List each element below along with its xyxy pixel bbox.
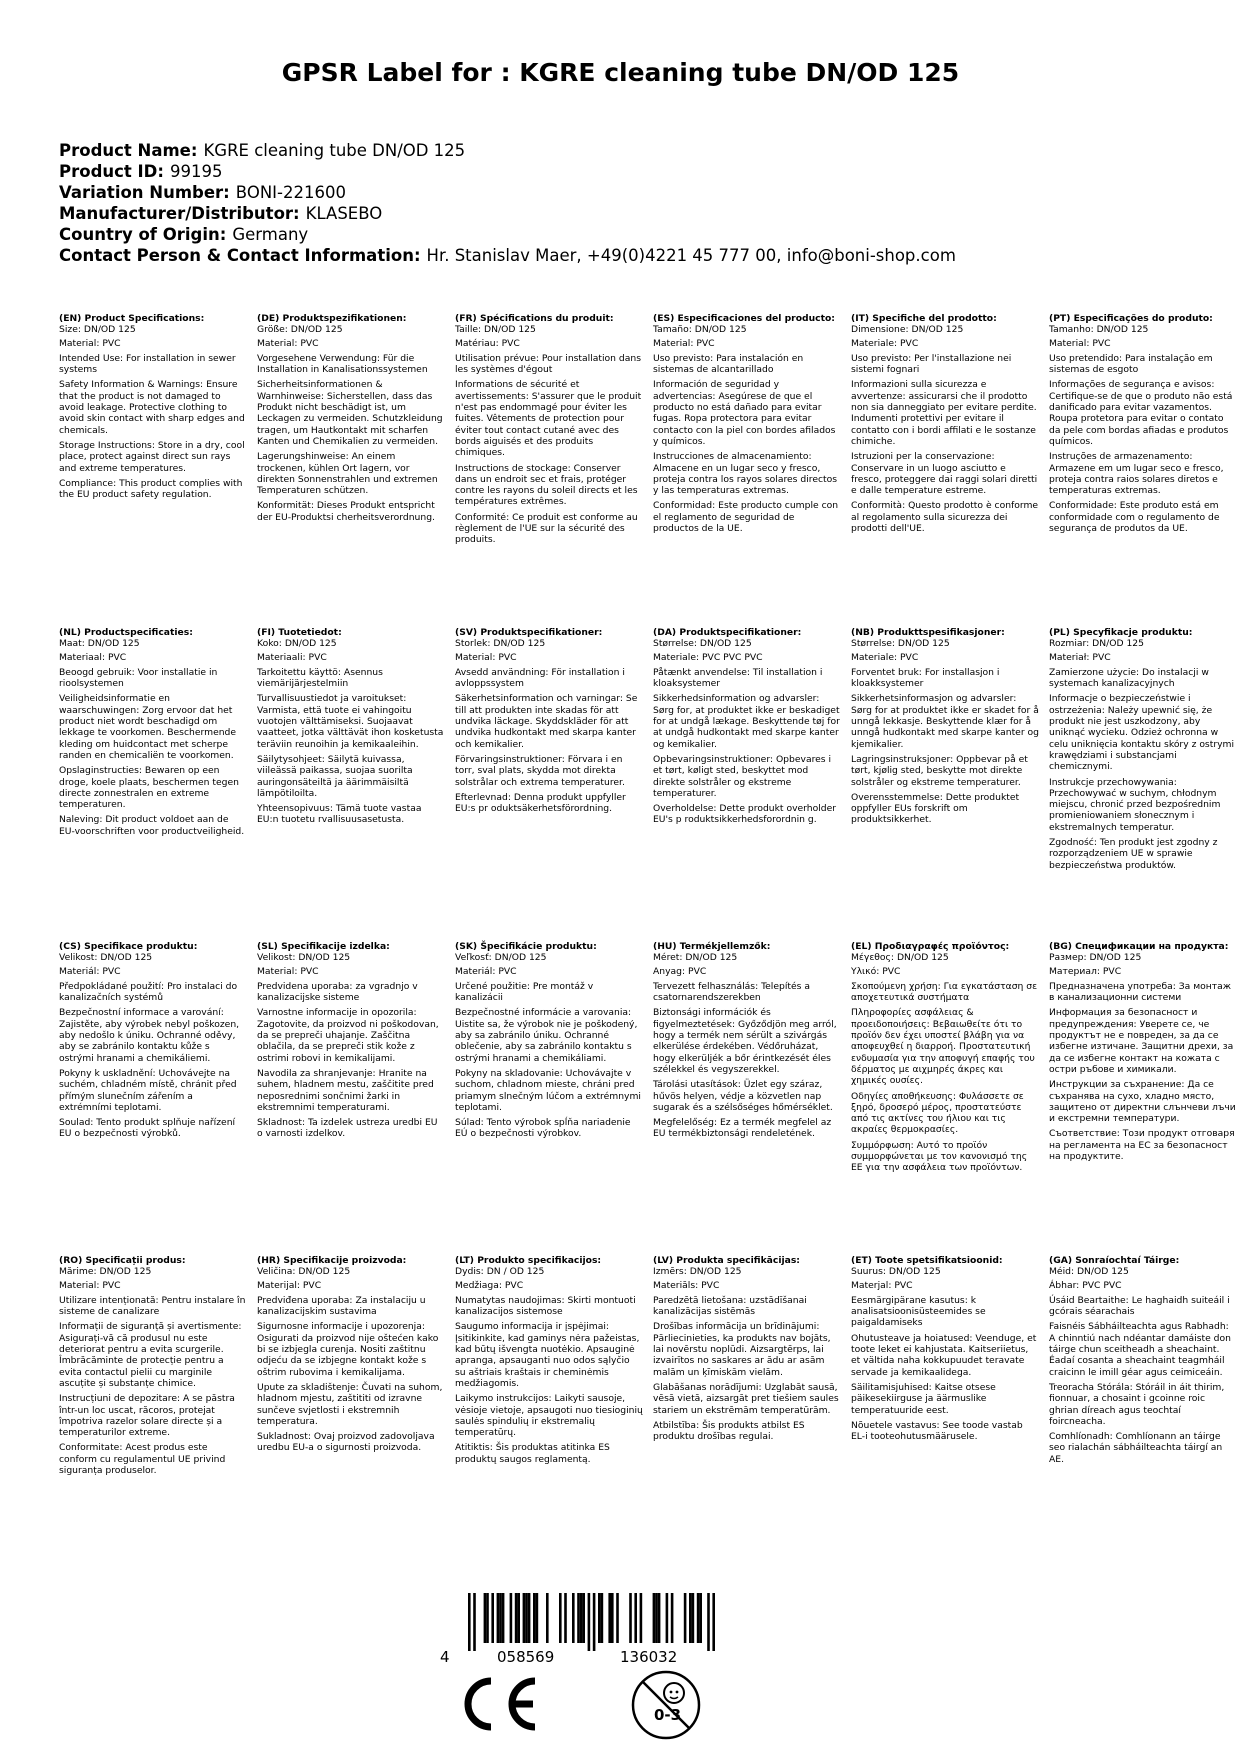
barcode-bar	[473, 1593, 476, 1651]
barcode-bar	[588, 1593, 591, 1651]
spec-line: Påtænkt anvendelse: Til installation i kloaksystemer	[653, 666, 823, 690]
barcode-bar	[684, 1593, 687, 1643]
info-contact	[59, 245, 956, 266]
spec-line: Size: DN/OD 125	[59, 324, 136, 336]
spec-heading: (SV) Produktspecifikationer:	[455, 627, 603, 638]
barcode-bar	[699, 1593, 702, 1643]
spec-line: Atbilstība: Šis produkts atbilst ES produktu drošības regulai.	[653, 1419, 805, 1443]
spec-line: Lagerungshinweise: An einem trockenen, kühlen Ort lagern, vor direkten Sonnenstrahlen und extremen Temperaturen schützen.	[257, 451, 438, 497]
spec-heading: (LT) Produkto specifikacijos:	[455, 1255, 602, 1266]
spec-heading: (ET) Toote spetsifikatsioonid:	[851, 1255, 1003, 1266]
info-country-of-origin	[59, 224, 956, 245]
spec-line: Säilitamisjuhised: Kaitse otsese päikesekiirguse ja äärmuslike temperatuuride eest.	[851, 1381, 996, 1416]
info-label: Country of Origin:	[59, 225, 227, 244]
spec-line: Úsáid Beartaithe: Le haghaidh suiteáil i gcórais séarachais	[1049, 1294, 1230, 1318]
spec-line: Ábhar: PVC PVC	[1049, 1279, 1122, 1291]
spec-line: Materiale: PVC	[851, 337, 919, 349]
barcode-bars	[440, 1593, 760, 1651]
spec-heading: (HU) Termékjellemzők:	[653, 941, 771, 952]
spec-heading: (NL) Productspecificaties:	[59, 627, 193, 638]
barcode-bar	[658, 1593, 661, 1643]
spec-line: Предназначена употреба: За монтаж в канализационни системи	[1049, 980, 1232, 1004]
spec-line: Předpokládané použití: Pro instalaci do kanalizačních systémů	[59, 980, 238, 1004]
barcode-bar	[497, 1593, 500, 1643]
spec-line: Tarkoitettu käyttö: Asennus viemärijärjestelmiin	[257, 666, 383, 690]
spec-line: Soulad: Tento produkt splňuje nařízení EU o bezpečnosti výrobků.	[59, 1117, 236, 1140]
spec-block	[1049, 1255, 1241, 1480]
spec-block	[1049, 627, 1241, 875]
spec-heading: (ES) Especificaciones del producto:	[653, 313, 835, 324]
spec-line: Drošības informācija un brīdinājumi: Pārliecinieties, ka produkts nav bojāts, lai novērstu noplūdi. Aizsargtērps, lai izvairītos no saskares ar ādu ar asām malām un ķīmiskām vielām.	[653, 1321, 831, 1378]
spec-line: Material: PVC	[455, 651, 517, 663]
spec-line: Conformidad: Este producto cumple con el reglamento de seguridad de productos de la UE.	[653, 500, 839, 535]
barcode-bar	[525, 1593, 528, 1643]
spec-line: Materiāls: PVC	[653, 1279, 720, 1291]
spec-block	[257, 627, 455, 875]
spec-line: Säkerhetsinformation och varningar: Se till att produkten inte skadas för att undvika läckage. Skyddskläder för att undvika hudkontakt med skarpa kanter och kemikalier.	[455, 693, 638, 750]
spec-line: Conformidade: Este produto está em conformidade com o regulamento de segurança de produtos da UE.	[1049, 500, 1220, 535]
barcode-bar	[629, 1593, 632, 1643]
spec-line: Sicherheitsinformationen & Warnhinweise: Sicherstellen, dass das Produkt nicht beschädigt ist, um Leckagen zu vermeiden. Schutzkleidung tragen, um Hautkontakt mit scharfen Kanten und Chemikalien zu vermeiden.	[257, 379, 443, 447]
spec-line: Material: PVC	[1049, 337, 1111, 349]
spec-line: Materiaali: PVC	[257, 651, 327, 663]
spec-heading: (BG) Спецификации на продукта:	[1049, 941, 1229, 952]
spec-heading: (IT) Specifiche del prodotto:	[851, 313, 997, 324]
spec-line: Izmērs: DN/OD 125	[653, 1266, 742, 1278]
age-label: 0-3	[654, 1706, 682, 1724]
spec-line: Pokyny k uskladnění: Uchovávejte na suchém, chladném místě, chránit před přímým slunečním zářením a extrémními teplotami.	[59, 1067, 237, 1113]
barcode-bar	[593, 1593, 596, 1651]
spec-row-3	[59, 941, 1239, 1178]
spec-line: Förvaringsinstruktioner: Förvara i en torr, sval plats, skydda mot direkta solstrålar och extrema temperaturer.	[455, 753, 625, 788]
spec-line: Materijal: PVC	[257, 1279, 322, 1291]
barcode-bar	[671, 1593, 674, 1643]
spec-line: Uso pretendido: Para instalação em sistemas de esgoto	[1049, 352, 1213, 376]
barcode-bar	[559, 1593, 562, 1643]
spec-line: Conformità: Questo prodotto è conforme al regolamento sulla sicurezza dei prodotti dell'UE.	[851, 500, 1039, 535]
spec-line: Suurus: DN/OD 125	[851, 1266, 941, 1278]
barcode-bar	[486, 1593, 489, 1643]
barcode-bar	[484, 1593, 487, 1643]
spec-line: Comhlíonadh: Comhlíonann an táirge seo rialachán sábháilteachta táirgí an AE.	[1049, 1431, 1223, 1465]
spec-line: Eesmärgipärane kasutus: k analisatsioonisüsteemides se paigaldamiseks	[851, 1294, 986, 1329]
spec-line: Sikkerhedsinformation og advarsler: Sørg for, at produktet ikke er beskadiget for at undgå lækage. Beskyttende tøj for at undgå hudkontakt med skarpe kanter og kemikalier.	[653, 693, 840, 750]
spec-line: Pokyny na skladovanie: Uchovávajte v suchom, chladnom mieste, chráni pred priamym slnečným lúčom a extrémnymi teplotami.	[455, 1067, 641, 1113]
barcode-bar	[653, 1593, 656, 1643]
barcode-bar	[692, 1593, 695, 1643]
barcode-bar	[582, 1593, 585, 1643]
barcode-bar	[499, 1593, 502, 1643]
spec-heading: (DA) Produktspecifikationer:	[653, 627, 802, 638]
spec-line: Съответствие: Този продукт отговаря на регламента на ЕС за безопасност на продуктите.	[1049, 1128, 1235, 1163]
spec-line: Material: PVC	[653, 337, 715, 349]
spec-line: Instrucciones de almacenamiento: Almacene en un lugar seco y fresco, proteja contra los rayos solares directos y las temperaturas extremas.	[653, 451, 838, 497]
spec-line: Predvidena uporaba: za vgradnjo v kanalizacijske sisteme	[257, 980, 418, 1004]
spec-block	[653, 627, 851, 875]
barcode-bar	[601, 1593, 604, 1643]
info-variation-number	[59, 182, 956, 203]
spec-line: Materiał: PVC	[1049, 651, 1111, 663]
spec-line: Instrukcje przechowywania: Przechowywać w suchym, chłodnym miejscu, chronić przed bezpośrednim promieniowaniem słonecznym i ekstremalnych temperatur.	[1049, 776, 1221, 833]
info-value: KGRE cleaning tube DN/OD 125	[203, 141, 466, 160]
spec-block	[455, 313, 653, 550]
info-label: Manufacturer/Distributor:	[59, 204, 300, 223]
spec-line: Navodila za shranjevanje: Hranite na suhem, hladnem mestu, zaščitite pred neposrednimi sončnimi žarki in ekstremnimi temperaturami.	[257, 1067, 434, 1113]
spec-line: Predviđena uporaba: Za instalaciju u kanalizacijskim sustavima	[257, 1294, 426, 1318]
spec-block	[1049, 941, 1241, 1178]
spec-line: Material: PVC	[59, 337, 121, 349]
spec-line: Sukladnost: Ovaj proizvod zadovoljava uredbu EU-a o sigurnosti proizvoda.	[257, 1431, 435, 1454]
spec-block	[257, 941, 455, 1178]
spec-line: Opbevaringsinstruktioner: Opbevares i et tørt, køligt sted, beskyttet mod direkte solstråler og ekstreme temperaturer.	[653, 753, 832, 799]
spec-line: Material: PVC	[257, 337, 319, 349]
spec-block	[455, 627, 653, 875]
barcode-bar	[640, 1593, 643, 1643]
spec-line: Størrelse: DN/OD 125	[851, 638, 950, 650]
spec-line: Compliance: This product complies with the EU product safety regulation.	[59, 477, 243, 501]
barcode-bar	[616, 1593, 619, 1643]
spec-line: Conformité: Ce produit est conforme au règlement de l'UE sur la sécurité des produits.	[455, 511, 638, 546]
barcode-bar	[468, 1593, 471, 1651]
spec-line: Overholdelse: Dette produkt overholder EU's p roduktsikkerhedsforordnin g.	[653, 803, 837, 826]
spec-line: Megfelelőség: Ez a termék megfelel az EU termékbiztonsági rendeletének.	[653, 1117, 832, 1140]
barcode-bar	[491, 1593, 494, 1643]
spec-line: Tamanho: DN/OD 125	[1049, 324, 1149, 336]
spec-block	[653, 1255, 851, 1480]
spec-line: Laikymo instrukcijos: Laikyti sausoje, vėsioje vietoje, apsaugoti nuo tiesioginių saulės spindulių ir ekstremalių temperatūrų.	[455, 1393, 643, 1439]
spec-block	[59, 313, 257, 550]
spec-line: Konformität: Dieses Produkt entspricht der EU-Produktsi cherheitsverordnung.	[257, 500, 435, 523]
barcode-bar	[707, 1593, 710, 1651]
spec-line: Οδηγίες αποθήκευσης: Φυλάσσετε σε ξηρό, δροσερό μέρος, προστατεύστε από τις ακτίνες του ήλιου και τις ακραίες θερμοκρασίες.	[851, 1090, 1024, 1136]
spec-block	[653, 313, 851, 550]
spec-line: Σκοπούμενη χρήση: Για εγκατάσταση σε αποχετευτικά συστήματα	[851, 980, 1038, 1004]
spec-line: Mărime: DN/OD 125	[59, 1266, 152, 1278]
barcode-bar	[523, 1593, 526, 1643]
spec-line: Istruzioni per la conservazione: Conservare in un luogo asciutto e fresco, proteggere dai raggi solari diretti e dalle temperature estreme.	[851, 451, 1038, 497]
ce-mark-icon	[455, 1675, 539, 1737]
spec-line: Rozmiar: DN/OD 125	[1049, 638, 1144, 650]
spec-line: Materiál: PVC	[455, 965, 517, 977]
spec-line: Informations de sécurité et avertissements: S'assurer que le produit n'est pas endommagé pour éviter les fuites. Vêtements de protection pour éviter tout contact cutané avec des bords aiguisés et des produits chimiques.	[455, 379, 642, 459]
spec-line: Materjal: PVC	[851, 1279, 913, 1291]
spec-row-2	[59, 627, 1239, 875]
spec-line: Tervezett felhasználás: Telepítés a csatornarendszerekben	[653, 980, 810, 1004]
page-title: GPSR Label for : KGRE cleaning tube DN/OD 125	[281, 58, 960, 87]
spec-line: Skladnost: Ta izdelek ustreza uredbi EU o varnosti izdelkov.	[257, 1117, 438, 1140]
spec-line: Größe: DN/OD 125	[257, 324, 343, 336]
spec-heading: (RO) Specificații produs:	[59, 1255, 186, 1266]
spec-line: Biztonsági információk és figyelmeztetések: Győződjön meg arról, hogy a termék nem sérült a szivárgás elkerülése érdekében. Védőruházat, hogy elkerüljék a bőr érintkezését éles szélekkel és vegyszerekkel.	[653, 1007, 837, 1075]
barcode-bar	[655, 1593, 658, 1643]
spec-line: Размер: DN/OD 125	[1049, 952, 1142, 964]
spec-line: Méid: DN/OD 125	[1049, 1266, 1129, 1278]
spec-line: Instruções de armazenamento: Armazene em um lugar seco e fresco, proteja contra raios solares diretos e temperaturas extremas.	[1049, 451, 1224, 497]
spec-line: Anyag: PVC	[653, 965, 707, 977]
spec-line: Avsedd användning: För installation i avloppssystem	[455, 666, 625, 690]
spec-line: Instrucțiuni de depozitare: A se păstra într-un loc uscat, răcoros, protejat împotriva razelor solare directe și a temperaturilor extreme.	[59, 1393, 235, 1439]
info-product-name	[59, 140, 956, 161]
spec-line: Utilizare intenționată: Pentru instalare în sisteme de canalizare	[59, 1294, 246, 1318]
spec-line: Materiaal: PVC	[59, 651, 127, 663]
spec-line: Informacje o bezpieczeństwie i ostrzeżenia: Należy upewnić się, że produkt nie jest uszkodzony, aby uniknąć wycieku. Odzież ochronna w celu uniknięcia kontaktu skóry z ostrymi krawędziami i substancjami chemicznymi.	[1049, 693, 1235, 773]
spec-heading: (EL) Προδιαγραφές προϊόντος:	[851, 941, 1010, 952]
spec-line: Uso previsto: Para instalación en sistemas de alcantarillado	[653, 352, 804, 376]
spec-heading: (CS) Specifikace produktu:	[59, 941, 198, 952]
spec-line: Instructions de stockage: Conserver dans un endroit sec et frais, protéger contre les rayons du soleil directs et les températures extrêmes.	[455, 462, 638, 508]
spec-heading: (FR) Spécifications du produit:	[455, 313, 614, 324]
spec-block	[59, 627, 257, 875]
spec-block	[455, 941, 653, 1178]
spec-line: Størrelse: DN/OD 125	[653, 638, 752, 650]
spec-block	[59, 1255, 257, 1480]
spec-line: Atitiktis: Šis produktas atitinka ES produktų saugos reglamentą.	[455, 1442, 610, 1465]
spec-line: Forventet bruk: For installasjon i kloakksystemer	[851, 666, 1000, 690]
spec-block	[257, 313, 455, 550]
barcode-bar	[689, 1593, 692, 1643]
spec-line: Sigurnosne informacije i upozorenja: Osigurati da proizvod nije oštećen kako bi se izbjegla curenja. Nositi zaštitnu odjeću da se izbjegne kontakt kože s oštrim rubovima i kemikalijama.	[257, 1321, 439, 1378]
barcode-digits-left: 058569	[497, 1648, 555, 1666]
spec-heading: (SK) Špecifikácie produktu:	[455, 941, 597, 952]
spec-line: Bezpečnostní informace a varování: Zajistěte, aby výrobek nebyl poškozen, aby nedošlo k úniku. Ochranné oděvy, aby se zabránilo kontaktu kůže s ostrými hranami a chemikáliemi.	[59, 1007, 240, 1064]
barcode-digits-right: 136032	[620, 1648, 678, 1666]
spec-line: Material: PVC	[59, 1279, 121, 1291]
age-warning-icon	[630, 1669, 702, 1745]
spec-line: Μέγεθος: DN/OD 125	[851, 952, 949, 964]
spec-line: Vorgesehene Verwendung: Für die Installation in Kanalisationssystemen	[257, 352, 428, 376]
barcode-bar	[634, 1593, 637, 1643]
spec-line: Velikost: DN/OD 125	[257, 952, 351, 964]
spec-line: Nõuetele vastavus: See toode vastab EL-i tooteohutusmäärusele.	[851, 1419, 1023, 1443]
spec-line: Matériau: PVC	[455, 337, 520, 349]
spec-line: Инструкции за съхранение: Да се съхранява на сухо, хладно място, защитено от директни слънчеви лъчи и екстремни температури.	[1049, 1079, 1236, 1125]
barcode-bar	[712, 1593, 715, 1651]
spec-line: Medžiaga: PVC	[455, 1279, 524, 1291]
info-value: KLASEBO	[305, 204, 383, 223]
spec-line: Naleving: Dit product voldoet aan de EU-voorschriften voor productveiligheid.	[59, 814, 245, 837]
spec-line: Material: PVC	[257, 965, 319, 977]
info-label: Contact Person & Contact Information:	[59, 246, 421, 265]
spec-block	[851, 313, 1049, 550]
spec-heading: (LV) Produkta specifikācijas:	[653, 1255, 800, 1266]
spec-line: Tárolási utasítások: Üzlet egy száraz, hűvös helyen, védje a közvetlen nap sugarak és a szélsőséges hőmérséklet.	[653, 1079, 833, 1113]
barcode-bar	[580, 1593, 583, 1643]
spec-line: Safety Information & Warnings: Ensure that the product is not damaged to avoid leakage. Protective clothing to avoid skin contact with sharp edges and chemicals.	[59, 379, 245, 436]
spec-line: Συμμόρφωση: Αυτό το προϊόν συμμορφώνεται με τον κανονισμό της ΕΕ για την ασφάλεια των προϊόντων.	[851, 1139, 1028, 1174]
spec-line: Zamierzone użycie: Do instalacji w systemach kanalizacyjnych	[1049, 666, 1209, 690]
spec-line: Materiale: PVC PVC PVC	[653, 651, 763, 663]
spec-heading: (GA) Sonraíochtaí Táirge:	[1049, 1255, 1180, 1266]
info-product-id	[59, 161, 956, 182]
spec-line: Treoracha Stórála: Stóráil in áit thirim, fionnuar, a chosaint i gcoinne roic ghrian díreach agus teochtaí foircneacha.	[1049, 1381, 1225, 1427]
spec-heading: (NB) Produkttspesifikasjoner:	[851, 627, 1005, 638]
info-value: Hr. Stanislav Maer, +49(0)4221 45 777 00, info@boni-shop.com	[426, 246, 956, 265]
barcode-bar	[502, 1593, 505, 1643]
spec-line: Informații de siguranță și avertismente: Asigurați-vă că produsul nu este deteriorat pentru a evita scurgerile. Îmbrăcăminte de protecție pentru a evita contactul pielii cu marginile ascuțite și substanțe chimice.	[59, 1321, 242, 1389]
spec-line: Veiligheidsinformatie en waarschuwingen: Zorg ervoor dat het product niet wordt beschadigd om lekkage te voorkomen. Beschermende kleding om huidcontact met scherpe randen en chemicaliën te voorkomen.	[59, 693, 237, 761]
spec-line: Efterlevnad: Denna produkt uppfyller EU:s pr oduktsäkerhetsförordning.	[455, 791, 626, 815]
info-label: Product ID:	[59, 162, 164, 181]
spec-line: Veličina: DN/OD 125	[257, 1266, 351, 1278]
spec-line: Zgodność: Ten produkt jest zgodny z rozporządzeniem UE w sprawie bezpieczeństwa produktów.	[1049, 837, 1218, 871]
barcode-bar	[510, 1593, 513, 1643]
spec-line: Intended Use: For installation in sewer systems	[59, 352, 236, 376]
spec-heading: (SL) Specifikacije izdelka:	[257, 941, 390, 952]
spec-line: Utilisation prévue: Pour installation dans les systèmes d'égout	[455, 352, 641, 376]
spec-line: Conformitate: Acest produs este conform cu regulamentul UE privind siguranța produselor.	[59, 1442, 226, 1477]
spec-line: Informações de segurança e avisos: Certifique-se de que o produto não está danificado para evitar vazamentos. Roupa protetora para evitar o contato da pele com bordas afiadas e produtos químicos.	[1049, 379, 1233, 447]
product-info	[59, 140, 956, 266]
spec-line: Méret: DN/OD 125	[653, 952, 738, 964]
spec-line: Maat: DN/OD 125	[59, 638, 140, 650]
spec-heading: (PT) Especificações do produto:	[1049, 313, 1213, 324]
spec-line: Turvallisuustiedot ja varoitukset: Varmista, että tuote ei vahingoitu vuotojen välttämiseksi. Suojaavat vaatteet, jotka välttävät ihon kosketusta teräviin reunoihin ja kemikaaleihin.	[257, 693, 444, 750]
spec-line: Πληροφορίες ασφάλειας & προειδοποιήσεις: Βεβαιωθείτε ότι το προϊόν δεν έχει υποστεί βλάβη για να αποφευχθεί η διαρροή. Προστατευτική ενδυμασία για την αποφυγή επαφής του δέρματος με αιχμηρές άκρες και χημικές ουσίες.	[851, 1007, 1035, 1087]
ean-barcode	[440, 1593, 760, 1673]
spec-block	[851, 627, 1049, 875]
spec-line: Saugumo informacija ir įspėjimai: Įsitikinkite, kad gaminys nėra pažeistas, kad būtų išvengta nuotėkio. Apsauginė apranga, apsauganti nuo odos sąlyčio su aštriais kraštais ir cheminėmis medžiagomis.	[455, 1321, 640, 1389]
barcode-bar	[608, 1593, 611, 1643]
spec-line: Материал: PVC	[1049, 965, 1122, 977]
spec-line: Taille: DN/OD 125	[455, 324, 536, 336]
spec-block	[1049, 313, 1241, 550]
info-value: BONI-221600	[235, 183, 346, 202]
spec-line: Paredzētā lietošana: uzstādīšanai kanalizācijas sistēmās	[653, 1294, 807, 1318]
spec-heading: (EN) Product Specifications:	[59, 313, 205, 324]
barcode-bar	[666, 1593, 669, 1643]
spec-line: Информация за безопасност и предупреждения: Уверете се, че продуктът не е повреден, за да се избегне изтичане. Защитни дрехи, за да се избегне контакт на кожата с остри ръбове и химикали.	[1049, 1007, 1234, 1075]
spec-line: Glabāšanas norādījumi: Uzglabāt sausā, vēsā vietā, aizsargāt pret tiešiem saules stariem un ekstrēmām temperatūrām.	[653, 1381, 839, 1416]
info-value: 99195	[169, 162, 223, 181]
barcode-bar	[697, 1593, 700, 1643]
spec-line: Veľkosť: DN/OD 125	[455, 952, 547, 964]
spec-line: Faisnéis Sábháilteachta agus Rabhadh: A chinntiú nach ndéantar damáiste don táirge chun sceitheadh a sheachaint. Éadaí cosanta a sheachaint teagmháil craicinn le imill géar agus ceimiceáin.	[1049, 1321, 1231, 1378]
spec-block	[455, 1255, 653, 1480]
spec-row-1	[59, 313, 1239, 550]
spec-line: Información de seguridad y advertencias: Asegúrese de que el producto no está dañado para evitar fugas. Ropa protectora para evitar contacto con la piel con bordes afilados y químicos.	[653, 379, 836, 447]
spec-line: Ohutusteave ja hoiatused: Veenduge, et toote leket ei kahjustata. Kaitseriietus, et vältida naha kokkupuudet teravate servade ja kemikaalidega.	[851, 1332, 1037, 1378]
barcode-bar	[572, 1593, 575, 1643]
barcode-digit-lead: 4	[440, 1648, 450, 1666]
spec-line: Υλικό: PVC	[851, 965, 901, 977]
barcode-bar	[517, 1593, 520, 1643]
info-label: Product Name:	[59, 141, 198, 160]
spec-line: Numatytas naudojimas: Skirti montuoti kanalizacijos sistemose	[455, 1294, 636, 1318]
spec-heading: (PL) Specyfikacje produktu:	[1049, 627, 1193, 638]
spec-line: Uso previsto: Per l'installazione nei sistemi fognari	[851, 352, 1012, 376]
spec-line: Velikost: DN/OD 125	[59, 952, 153, 964]
spec-line: Tamaño: DN/OD 125	[653, 324, 747, 336]
spec-heading: (FI) Tuotetiedot:	[257, 627, 342, 638]
spec-line: Určené použitie: Pre montáž v kanalizácii	[455, 980, 594, 1004]
spec-line: Säilytysohjeet: Säilytä kuivassa, viileässä paikassa, suojaa suorilta auringonsäteiltä ja äärimmäisiltä lämpötiloilta.	[257, 753, 413, 799]
spec-heading: (DE) Produktspezifikationen:	[257, 313, 407, 324]
barcode-bar	[611, 1593, 614, 1643]
info-manufacturer	[59, 203, 956, 224]
spec-row-4	[59, 1255, 1239, 1480]
spec-line: Beoogd gebruik: Voor installatie in rioolsystemen	[59, 666, 218, 690]
spec-block	[59, 941, 257, 1178]
barcode-bar	[577, 1593, 580, 1643]
info-label: Variation Number:	[59, 183, 230, 202]
barcode-bar	[598, 1593, 601, 1643]
spec-block	[851, 1255, 1049, 1480]
spec-line: Upute za skladištenje: Čuvati na suhom, hladnom mjestu, zaštititi od izravne sunčeve svjetlosti i ekstremnih temperatura.	[257, 1381, 443, 1427]
spec-block	[851, 941, 1049, 1178]
barcode-bar	[515, 1593, 518, 1643]
spec-block	[653, 941, 851, 1178]
spec-line: Varnostne informacije in opozorila: Zagotovite, da proizvod ni poškodovan, da se prepreči uhajanje. Zaščitna oblačila, da se prepreči stik kože z ostrimi robovi in kemikalijami.	[257, 1007, 439, 1064]
spec-line: Súlad: Tento výrobok spĺňa nariadenie EÚ o bezpečnosti výrobkov.	[455, 1117, 631, 1140]
spec-line: Dimensione: DN/OD 125	[851, 324, 964, 336]
spec-line: Yhteensopivuus: Tämä tuote vastaa EU:n tuotetu rvallisuusasetusta.	[257, 803, 422, 826]
barcode-bar	[564, 1593, 567, 1643]
spec-line: Sikkerhetsinformasjon og advarsler: Sørg for at produktet ikke er skadet for å unngå lekkasje. Beskyttende klær for å unngå hudkontakt med skarpe kanter og kjemikalier.	[851, 693, 1039, 750]
spec-line: Bezpečnostné informácie a varovania: Uistite sa, že výrobok nie je poškodený, aby sa zabránilo úniku. Ochranné oblečenie, aby sa zabránilo kontaktu s ostrými hranami a chemikáliami.	[455, 1007, 638, 1064]
info-value: Germany	[232, 225, 309, 244]
spec-line: Materiál: PVC	[59, 965, 121, 977]
spec-line: Overensstemmelse: Dette produktet oppfyller EUs forskrift om produktsikkerhet.	[851, 791, 1020, 826]
spec-line: Opslaginstructies: Bewaren op een droge, koele plaats, beschermen tegen directe zonnestralen en extreme temperaturen.	[59, 765, 239, 811]
spec-block	[257, 1255, 455, 1480]
spec-line: Storlek: DN/OD 125	[455, 638, 546, 650]
spec-line: Koko: DN/OD 125	[257, 638, 337, 650]
spec-line: Storage Instructions: Store in a dry, cool place, protect against direct sun rays and extreme temperatures.	[59, 439, 245, 474]
spec-line: Informazioni sulla sicurezza e avvertenze: assicurarsi che il prodotto non sia danneggiato per evitare perdite. Indumenti protettivi per evitare il contatto con i bordi affilati e le sostanze chimiche.	[851, 379, 1037, 447]
barcode-bar	[536, 1593, 539, 1643]
spec-line: Materiale: PVC	[851, 651, 919, 663]
barcode-bar	[533, 1593, 536, 1643]
spec-line: Dydis: DN / OD 125	[455, 1266, 545, 1278]
spec-line: Lagringsinstruksjoner: Oppbevar på et tørt, kjølig sted, beskytte mot direkte solstråler og ekstreme temperaturer.	[851, 753, 1028, 788]
spec-heading: (HR) Specifikacije proizvoda:	[257, 1255, 407, 1266]
barcode-bar	[528, 1593, 531, 1643]
barcode-bar	[546, 1593, 549, 1643]
